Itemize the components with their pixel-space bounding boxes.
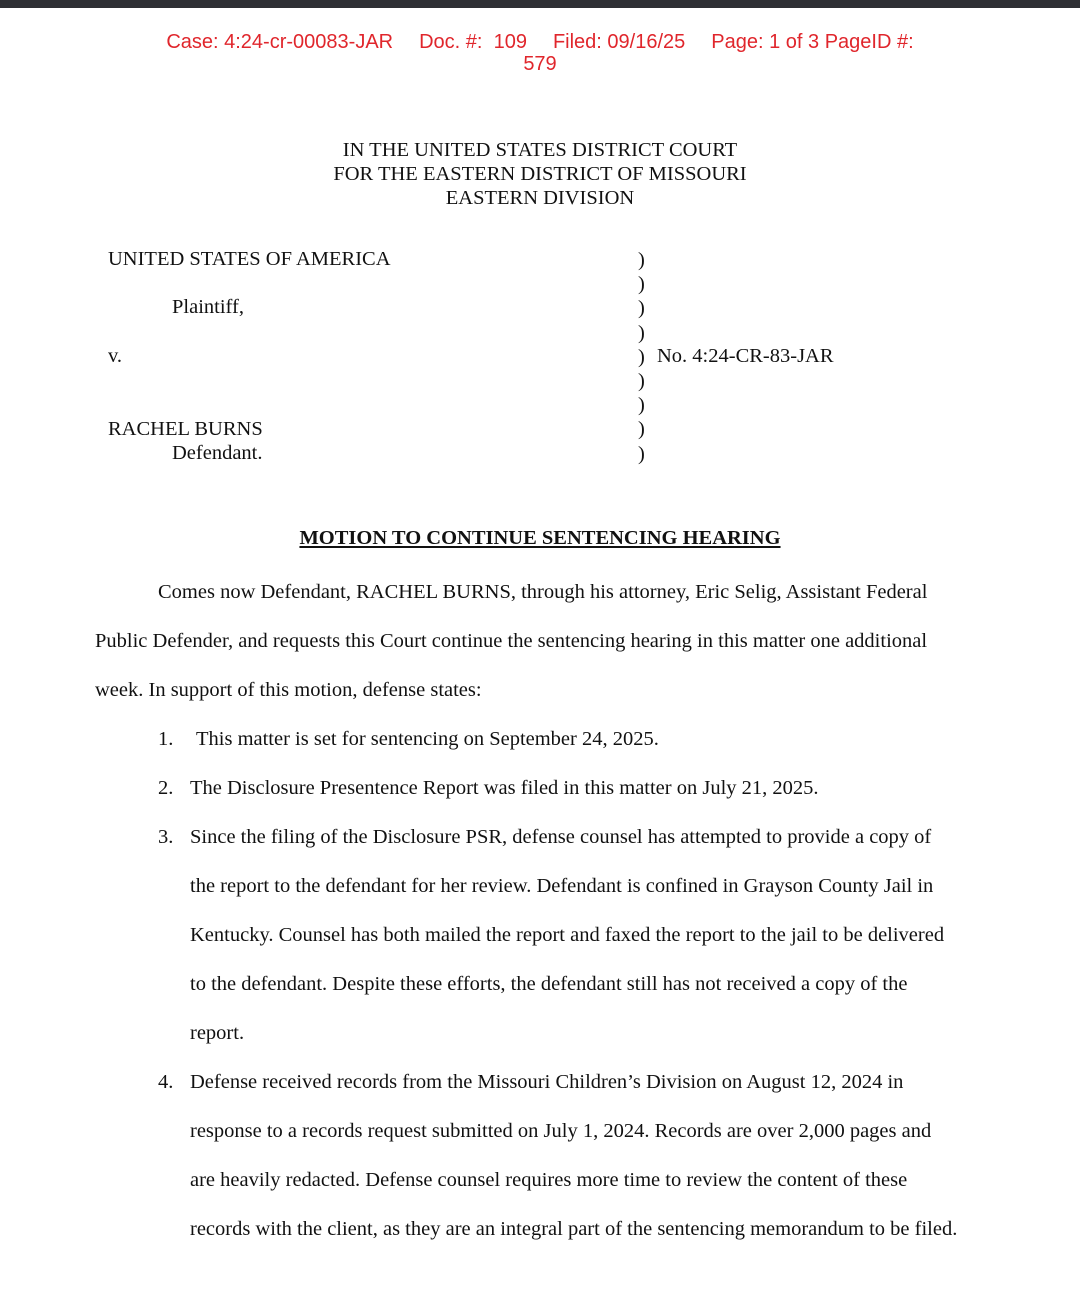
item-line: are heavily redacted. Defense counsel requires more time to review the content of these [190, 1169, 908, 1191]
motion-body [95, 568, 995, 1254]
item-number: 4. [158, 1071, 174, 1093]
intro-paragraph [95, 568, 995, 715]
item-number: 3. [158, 826, 174, 848]
numbered-item-1 [95, 715, 995, 764]
intro-line-3: week. In support of this motion, defense states: [95, 679, 482, 701]
paren: ) [638, 418, 645, 441]
paren: ) [638, 370, 645, 393]
item-line: Defense received records from the Missouri Children’s Division on August 12, 2024 in [190, 1071, 904, 1093]
paren: ) [638, 321, 645, 344]
intro-line-2: Public Defender, and requests this Court continue the sentencing hearing in this matter one additional [95, 630, 928, 652]
paren: ) [638, 394, 645, 417]
intro-line-1: Comes now Defendant, RACHEL BURNS, through his attorney, Eric Selig, Assistant Federal [158, 581, 928, 603]
case-number: No. 4:24-CR-83-JAR [657, 345, 834, 367]
numbered-item-2 [95, 764, 995, 813]
stamp-case: Case: 4:24-cr-00083-JAR [166, 31, 394, 53]
stamp-pageid: 579 [523, 53, 557, 75]
item-line: The Disclosure Presentence Report was filed in this matter on July 21, 2025. [190, 777, 819, 799]
item-line: This matter is set for sentencing on September 24, 2025. [196, 728, 659, 750]
item-line: response to a records request submitted on July 1, 2024. Records are over 2,000 pages and [190, 1120, 932, 1142]
item-line: report. [190, 1022, 245, 1044]
stamp-page: Page: 1 of 3 PageID #: [711, 31, 914, 53]
paren: ) [638, 273, 645, 296]
item-line: to the defendant. Despite these efforts, the defendant still has not received a copy of the [190, 973, 908, 995]
plaintiff-name: UNITED STATES OF AMERICA [108, 248, 391, 270]
versus-label: v. [108, 345, 123, 367]
item-line: records with the client, as they are an integral part of the sentencing memorandum to be filed. [190, 1218, 958, 1240]
paren: ) [638, 297, 645, 320]
item-number: 2. [158, 777, 174, 799]
numbered-item-4 [95, 1058, 995, 1254]
numbered-item-3 [95, 813, 995, 1058]
paren: ) [638, 249, 645, 271]
item-line: the report to the defendant for her review. Defendant is confined in Grayson County Jail in [190, 875, 934, 897]
stamp-filed: Filed: 09/16/25 [552, 31, 686, 53]
item-line: Since the filing of the Disclosure PSR, defense counsel has attempted to provide a copy of [190, 826, 932, 848]
paren: ) [638, 345, 645, 368]
caption-parentheses [638, 248, 645, 466]
court-line-1: IN THE UNITED STATES DISTRICT COURT [342, 139, 738, 161]
case-caption [0, 0, 1080, 480]
item-number: 1. [158, 728, 174, 750]
court-line-3: EASTERN DIVISION [445, 187, 635, 209]
item-line: Kentucky. Counsel has both mailed the report and faxed the report to the jail to be delivered [190, 924, 945, 946]
motion-title: MOTION TO CONTINUE SENTENCING HEARING [299, 527, 781, 549]
defendant-name: RACHEL BURNS [108, 418, 263, 440]
paren: ) [638, 442, 645, 465]
stamp-doc: Doc. #: 109 [419, 31, 527, 53]
court-line-2: FOR THE EASTERN DISTRICT OF MISSOURI [333, 163, 747, 185]
plaintiff-role: Plaintiff, [172, 296, 244, 318]
defendant-role: Defendant. [172, 442, 263, 464]
